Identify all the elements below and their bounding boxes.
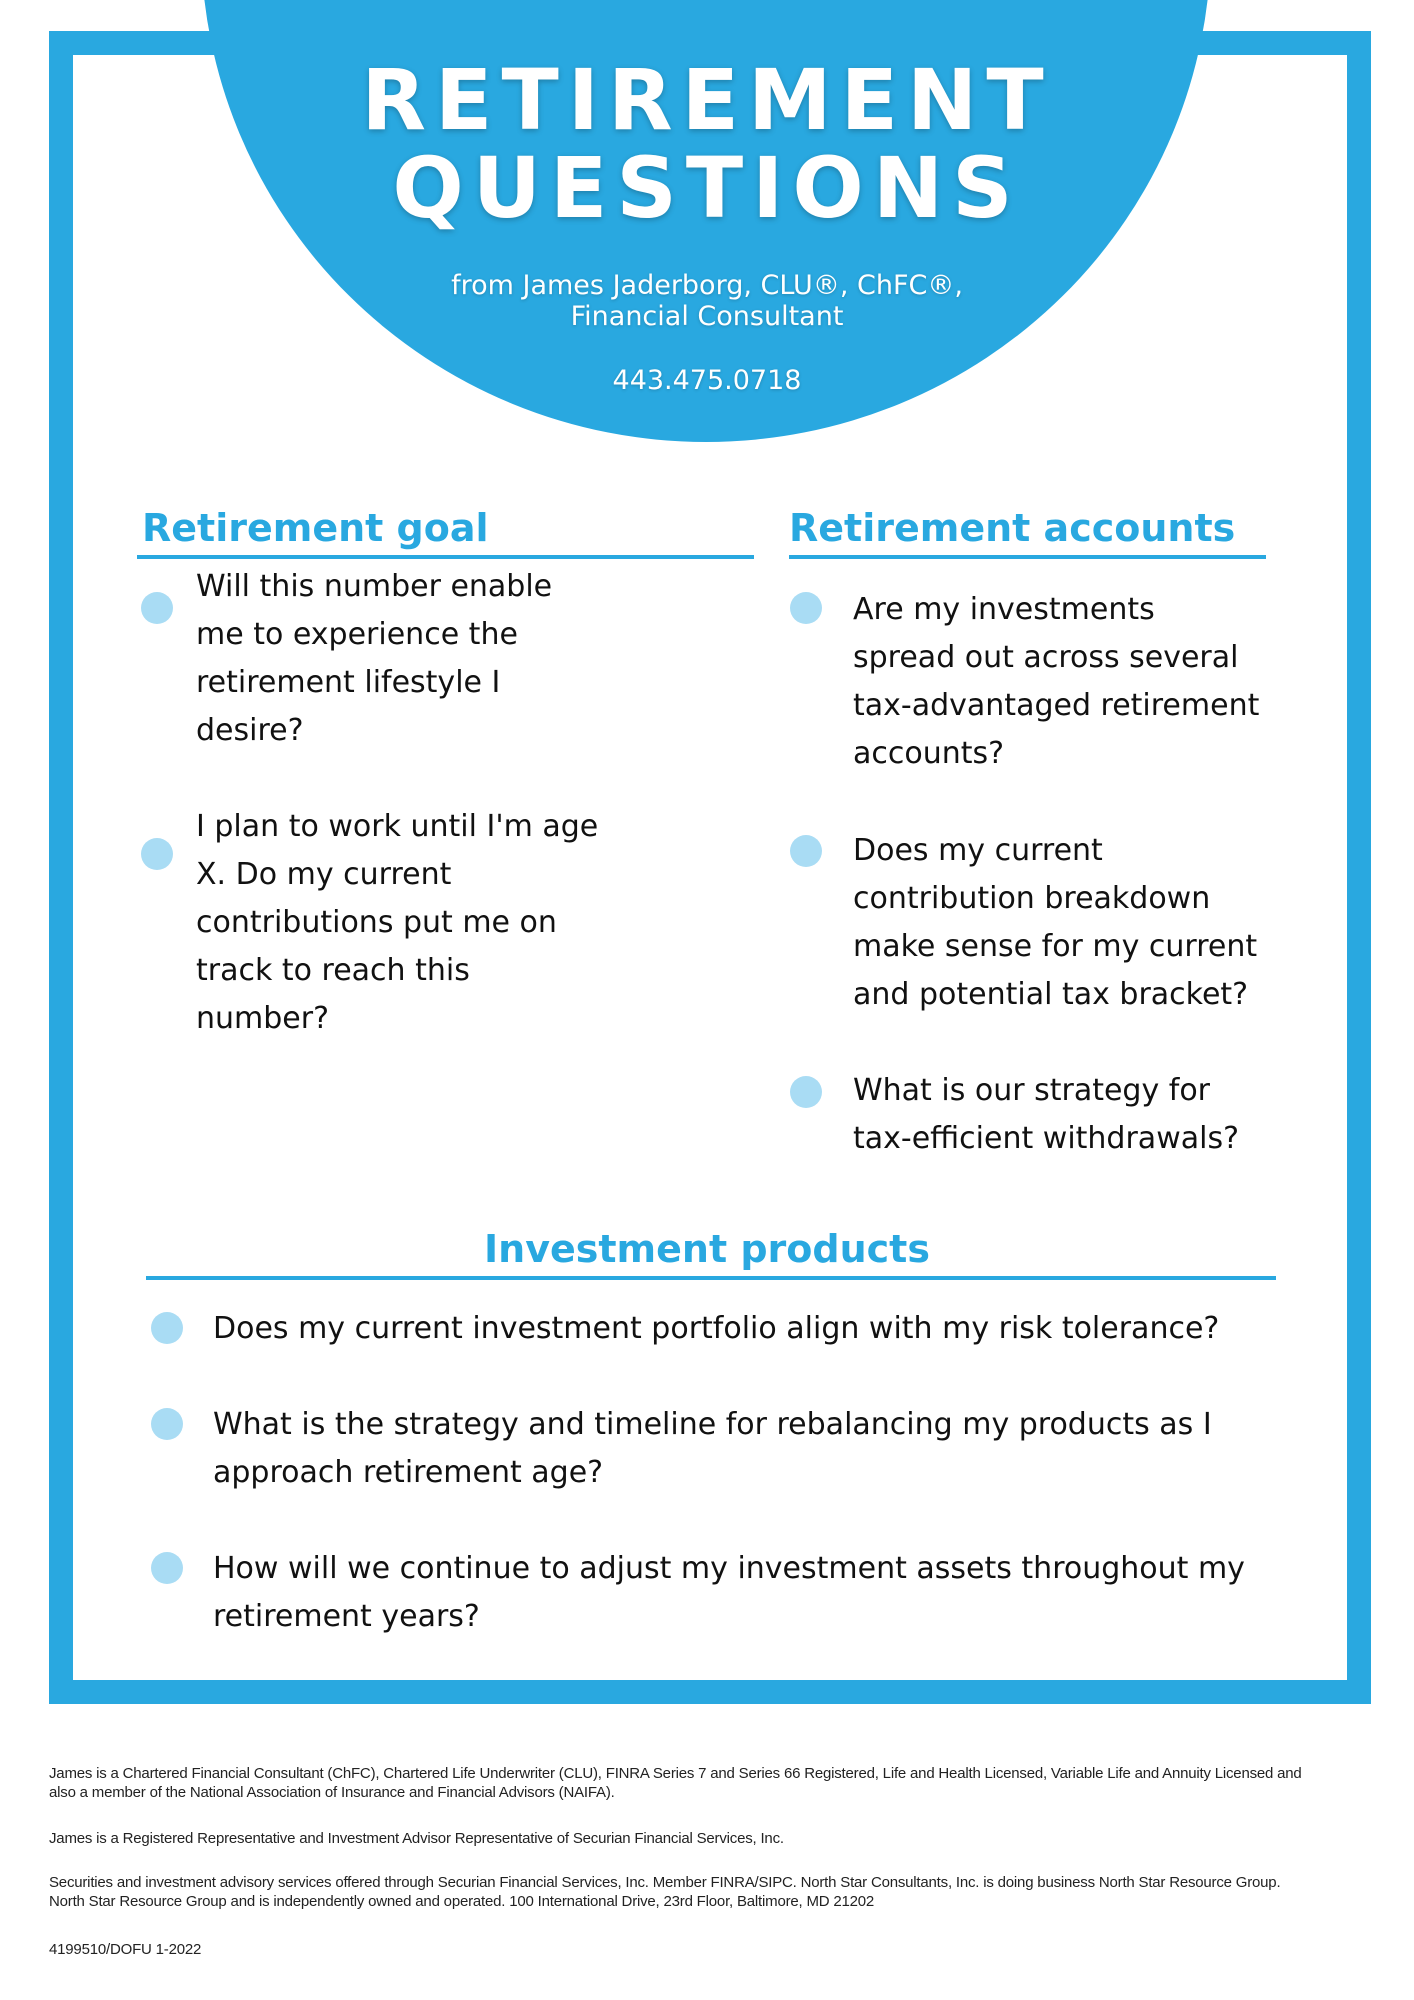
subtitle-line-1: from James Jaderborg, CLU®, ChFC®, (451, 270, 963, 301)
accounts-question-2: Does my current contribution breakdown make sense for my current and potential tax bracket? (853, 833, 1258, 1012)
footer-document-code: 4199510/DOFU 1-2022 (49, 1941, 202, 1958)
phone-number: 443.475.0718 (612, 365, 802, 396)
footer-disclosure-registration: James is a Registered Representative and Investment Advisor Representative of Securian Financial Services, Inc. (49, 1830, 784, 1847)
bullet-icon (790, 835, 822, 867)
section-heading-retirement-accounts: Retirement accounts (789, 506, 1236, 550)
products-question-1: Does my current investment portfolio align with my risk tolerance? (213, 1311, 1220, 1346)
section-rule-products (146, 1276, 1276, 1280)
goal-question-2: I plan to work until I'm age X. Do my current contributions put me on track to reach this number? (196, 809, 599, 1036)
accounts-question-1: Are my investments spread out across several tax-advantaged retirement accounts? (853, 592, 1260, 771)
title-line-1: RETIREMENT (361, 51, 1053, 149)
section-heading-retirement-goal: Retirement goal (142, 506, 489, 550)
products-question-2: What is the strategy and timeline for rebalancing my products as I approach retirement age? (213, 1407, 1212, 1490)
footer-disclosure-credentials: James is a Chartered Financial Consultant (ChFC), Chartered Life Underwriter (CLU), FINRA Series 7 and Series 66 Registered, Life and Health Licensed, Variable Life and Annuity Licensed and also a member of the National Association of Insurance and Financial Advisors (NAIFA). (49, 1765, 1302, 1801)
section-rule-goal (137, 555, 754, 559)
products-question-3: How will we continue to adjust my investment assets throughout my retirement years? (213, 1551, 1245, 1634)
subtitle-line-2: Financial Consultant (570, 301, 844, 332)
bullet-icon (151, 1552, 183, 1584)
bullet-icon (151, 1408, 183, 1440)
title-line-2: QUESTIONS (392, 139, 1022, 237)
accounts-question-3: What is our strategy for tax-efficient withdrawals? (853, 1073, 1240, 1156)
section-heading-investment-products: Investment products (484, 1227, 930, 1271)
footer-disclosure-securities: Securities and investment advisory services offered through Securian Financial Services, Inc. Member FINRA/SIPC. North Star Consultants, Inc. is doing business North Star Resource Group. North Star Resource Group and is independently owned and operated. 100 International Drive, 23rd Floor, Baltimore, MD 21202 (49, 1874, 1281, 1910)
bullet-icon (790, 1076, 822, 1108)
goal-question-1: Will this number enable me to experience the retirement lifestyle I desire? (196, 569, 553, 748)
bullet-icon (141, 592, 173, 624)
bullet-icon (141, 838, 173, 870)
bullet-icon (790, 592, 822, 624)
bullet-icon (151, 1312, 183, 1344)
section-rule-accounts (789, 555, 1266, 559)
